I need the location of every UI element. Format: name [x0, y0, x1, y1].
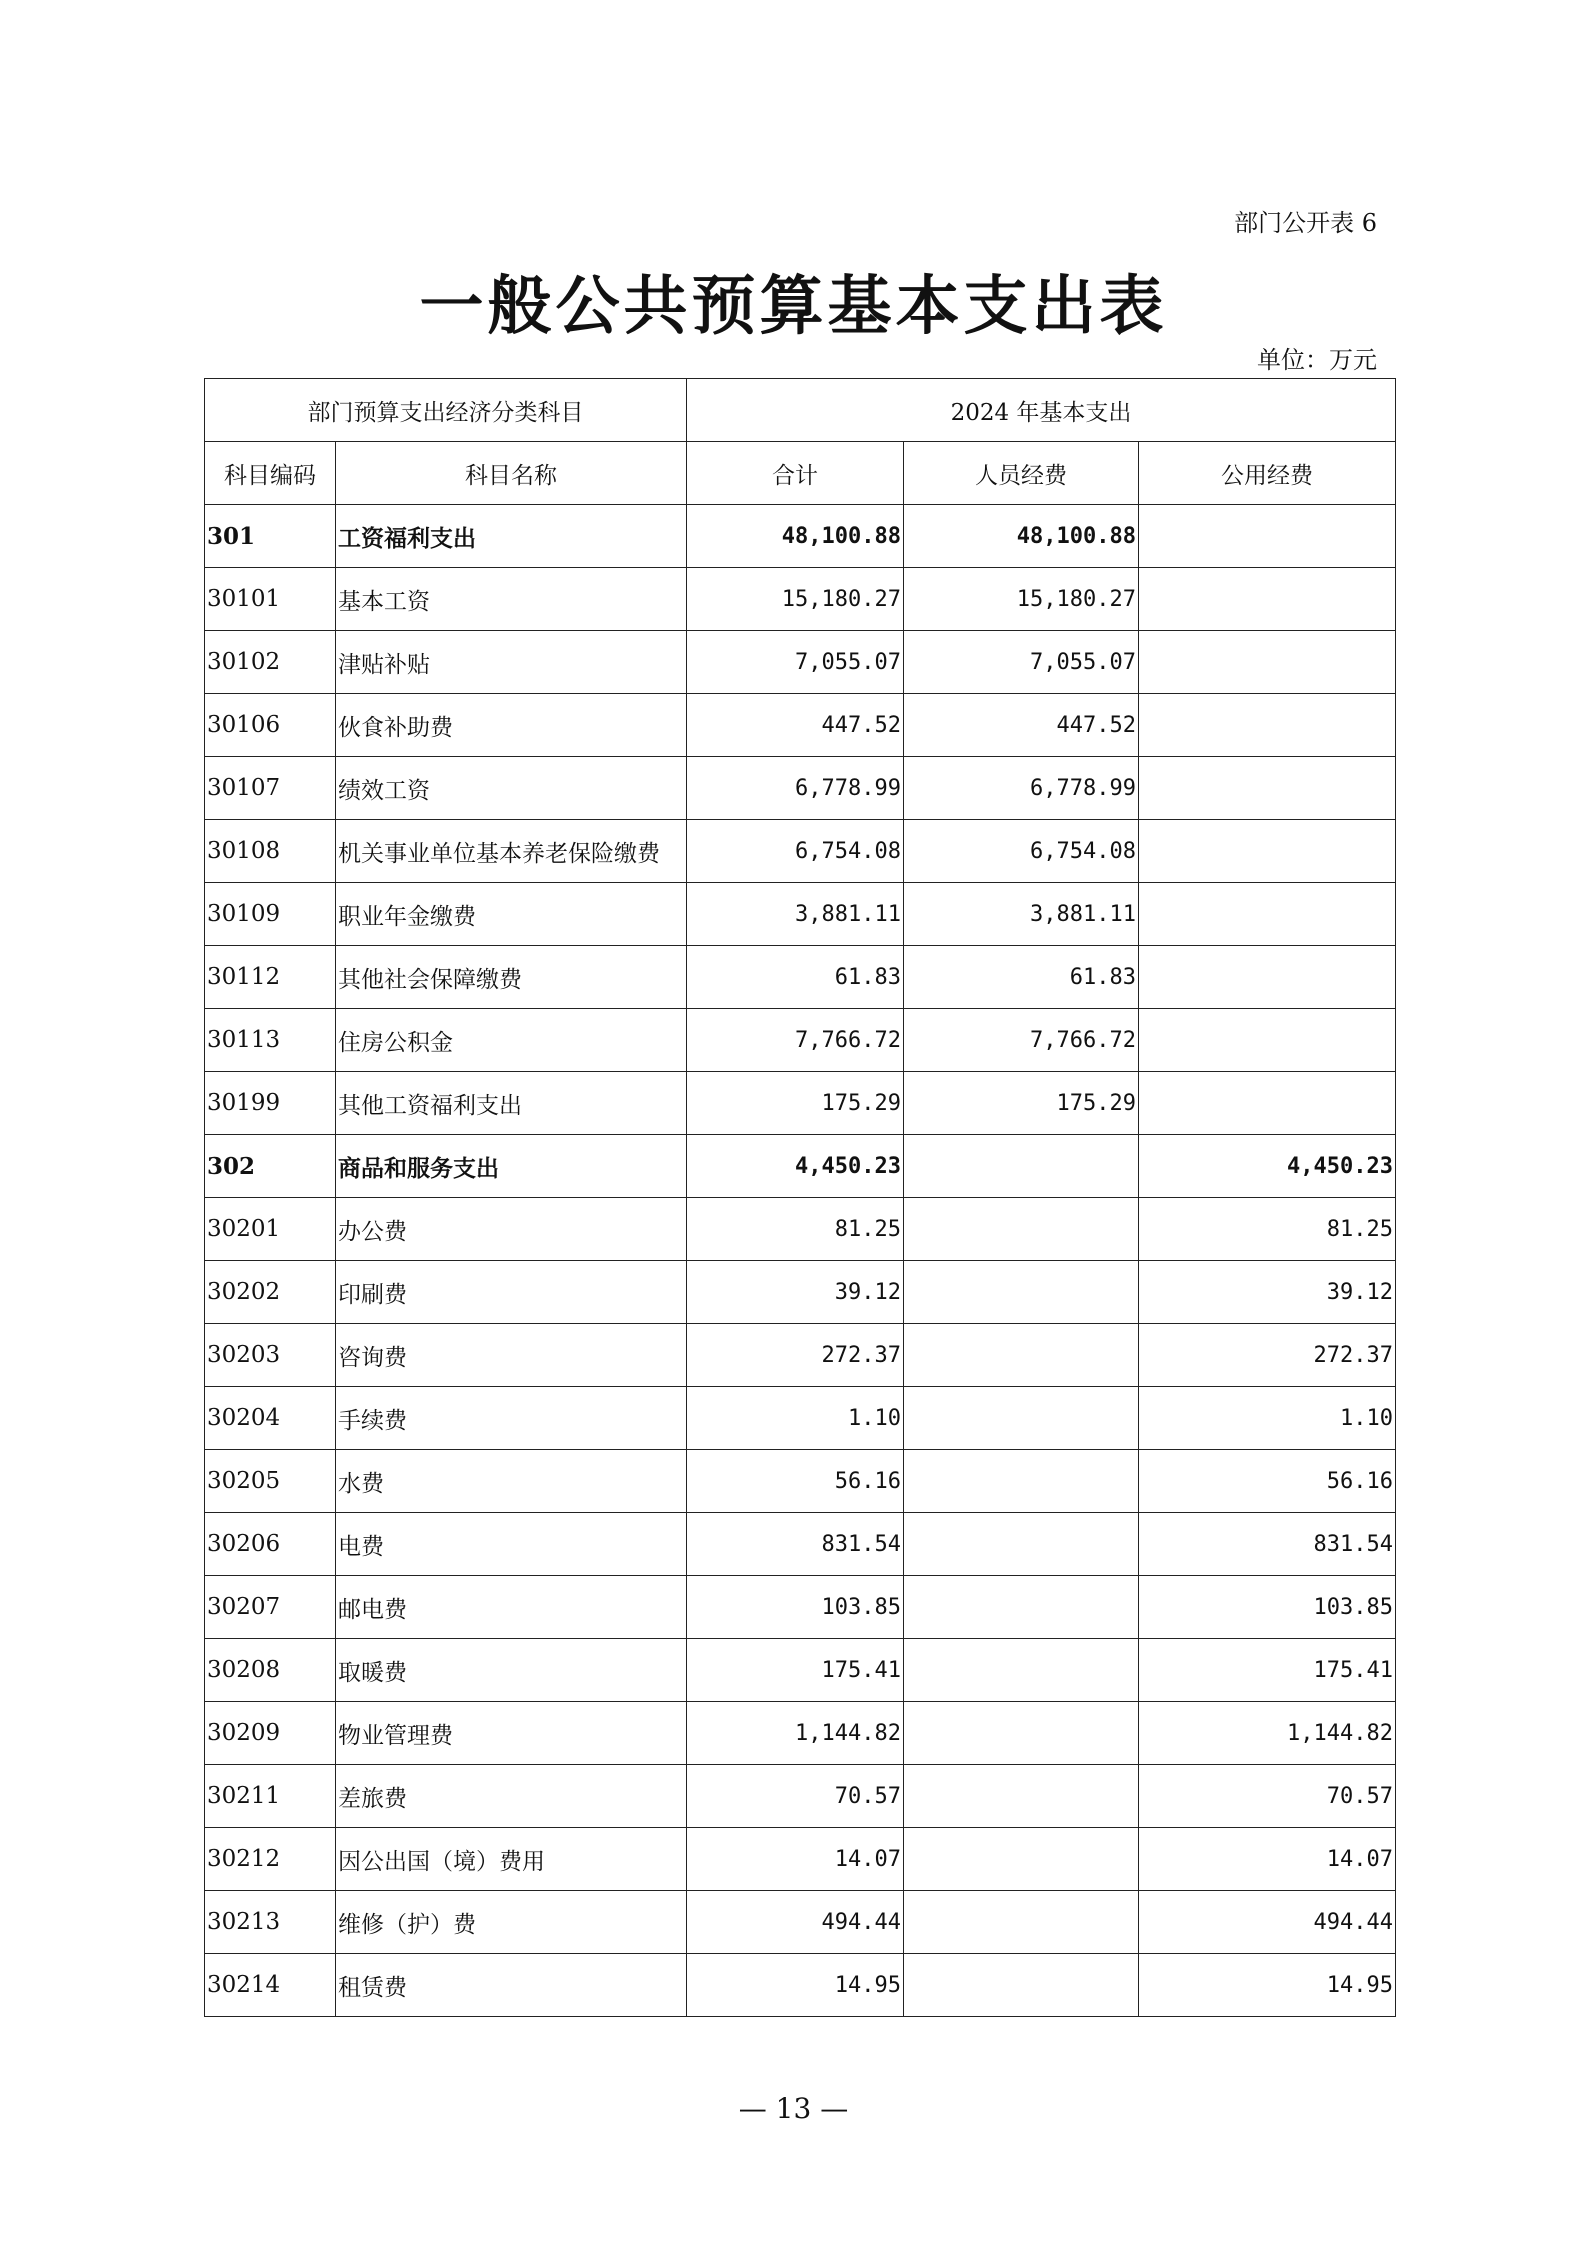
group-header-row [205, 379, 1396, 442]
cell-personnel: 6,754.08 [904, 820, 1139, 883]
cell-code: 30203 [205, 1324, 336, 1387]
cell-code: 30208 [205, 1639, 336, 1702]
cell-public: 494.44 [1139, 1891, 1396, 1954]
cell-personnel [904, 1387, 1139, 1450]
cell-name: 办公费 [336, 1198, 687, 1261]
cell-public: 14.95 [1139, 1954, 1396, 2017]
cell-code: 30214 [205, 1954, 336, 2017]
cell-personnel: 6,778.99 [904, 757, 1139, 820]
cell-total: 48,100.88 [687, 505, 904, 568]
cell-code: 30112 [205, 946, 336, 1009]
table-row [205, 1198, 1396, 1261]
cell-name: 差旅费 [336, 1765, 687, 1828]
cell-name: 商品和服务支出 [336, 1135, 687, 1198]
cell-code: 30106 [205, 694, 336, 757]
cell-total: 175.29 [687, 1072, 904, 1135]
table-row [205, 1324, 1396, 1387]
cell-code: 302 [205, 1135, 336, 1198]
cell-public: 14.07 [1139, 1828, 1396, 1891]
cell-public: 103.85 [1139, 1576, 1396, 1639]
table-row [205, 1135, 1396, 1198]
page-number: — 13 — [738, 2092, 849, 2125]
cell-name: 基本工资 [336, 568, 687, 631]
cell-name: 绩效工资 [336, 757, 687, 820]
budget-table [204, 378, 1396, 2017]
column-header-code: 科目编码 [205, 442, 336, 505]
cell-name: 工资福利支出 [336, 505, 687, 568]
cell-personnel [904, 1891, 1139, 1954]
cell-total: 1.10 [687, 1387, 904, 1450]
cell-name: 住房公积金 [336, 1009, 687, 1072]
table-row [205, 946, 1396, 1009]
cell-code: 30102 [205, 631, 336, 694]
cell-public: 1,144.82 [1139, 1702, 1396, 1765]
cell-personnel [904, 1135, 1139, 1198]
table-row [205, 1765, 1396, 1828]
cell-personnel: 61.83 [904, 946, 1139, 1009]
cell-code: 30109 [205, 883, 336, 946]
table-row [205, 1576, 1396, 1639]
cell-total: 175.41 [687, 1639, 904, 1702]
column-header-name: 科目名称 [336, 442, 687, 505]
cell-public: 56.16 [1139, 1450, 1396, 1513]
cell-public: 1.10 [1139, 1387, 1396, 1450]
cell-code: 30107 [205, 757, 336, 820]
column-header-total: 合计 [687, 442, 904, 505]
column-header-public: 公用经费 [1139, 442, 1396, 505]
cell-name: 其他社会保障缴费 [336, 946, 687, 1009]
column-header-personnel: 人员经费 [904, 442, 1139, 505]
cell-total: 6,754.08 [687, 820, 904, 883]
cell-code: 30212 [205, 1828, 336, 1891]
cell-public: 4,450.23 [1139, 1135, 1396, 1198]
cell-code: 30206 [205, 1513, 336, 1576]
cell-personnel [904, 1639, 1139, 1702]
cell-personnel [904, 1765, 1139, 1828]
cell-code: 30202 [205, 1261, 336, 1324]
table-row [205, 1891, 1396, 1954]
cell-public [1139, 505, 1396, 568]
cell-name: 咨询费 [336, 1324, 687, 1387]
cell-public: 39.12 [1139, 1261, 1396, 1324]
cell-name: 职业年金缴费 [336, 883, 687, 946]
cell-total: 1,144.82 [687, 1702, 904, 1765]
cell-code: 301 [205, 505, 336, 568]
cell-public [1139, 883, 1396, 946]
cell-total: 81.25 [687, 1198, 904, 1261]
cell-personnel [904, 1261, 1139, 1324]
cell-personnel: 3,881.11 [904, 883, 1139, 946]
cell-personnel [904, 1450, 1139, 1513]
cell-total: 272.37 [687, 1324, 904, 1387]
cell-total: 103.85 [687, 1576, 904, 1639]
cell-code: 30113 [205, 1009, 336, 1072]
table-row [205, 1639, 1396, 1702]
cell-total: 3,881.11 [687, 883, 904, 946]
table-row [205, 1387, 1396, 1450]
cell-personnel: 175.29 [904, 1072, 1139, 1135]
table-row [205, 1954, 1396, 2017]
cell-public [1139, 757, 1396, 820]
cell-public: 81.25 [1139, 1198, 1396, 1261]
table-row [205, 883, 1396, 946]
cell-public [1139, 946, 1396, 1009]
cell-personnel: 447.52 [904, 694, 1139, 757]
table-row [205, 631, 1396, 694]
cell-personnel [904, 1828, 1139, 1891]
cell-total: 7,766.72 [687, 1009, 904, 1072]
cell-total: 494.44 [687, 1891, 904, 1954]
cell-public [1139, 631, 1396, 694]
cell-public: 272.37 [1139, 1324, 1396, 1387]
cell-public [1139, 1009, 1396, 1072]
cell-name: 津贴补贴 [336, 631, 687, 694]
cell-personnel: 7,766.72 [904, 1009, 1139, 1072]
cell-public [1139, 568, 1396, 631]
cell-public [1139, 1072, 1396, 1135]
unit-label: 单位：万元 [1257, 346, 1377, 374]
cell-personnel [904, 1702, 1139, 1765]
cell-total: 831.54 [687, 1513, 904, 1576]
cell-code: 30211 [205, 1765, 336, 1828]
table-row [205, 1261, 1396, 1324]
cell-personnel [904, 1576, 1139, 1639]
table-row [205, 1513, 1396, 1576]
group-header-year: 2024 年基本支出 [687, 379, 1396, 442]
cell-code: 30108 [205, 820, 336, 883]
cell-total: 6,778.99 [687, 757, 904, 820]
table-row [205, 1450, 1396, 1513]
cell-public: 175.41 [1139, 1639, 1396, 1702]
table-row [205, 568, 1396, 631]
cell-total: 447.52 [687, 694, 904, 757]
cell-code: 30209 [205, 1702, 336, 1765]
cell-code: 30204 [205, 1387, 336, 1450]
cell-public [1139, 820, 1396, 883]
cell-code: 30213 [205, 1891, 336, 1954]
table-row [205, 1072, 1396, 1135]
cell-name: 水费 [336, 1450, 687, 1513]
table-row [205, 1828, 1396, 1891]
cell-total: 15,180.27 [687, 568, 904, 631]
cell-total: 39.12 [687, 1261, 904, 1324]
table-row [205, 820, 1396, 883]
cell-total: 7,055.07 [687, 631, 904, 694]
cell-personnel [904, 1324, 1139, 1387]
cell-total: 56.16 [687, 1450, 904, 1513]
cell-name: 伙食补助费 [336, 694, 687, 757]
cell-total: 14.07 [687, 1828, 904, 1891]
cell-name: 取暖费 [336, 1639, 687, 1702]
cell-public [1139, 694, 1396, 757]
cell-public: 70.57 [1139, 1765, 1396, 1828]
cell-personnel [904, 1954, 1139, 2017]
table-row [205, 694, 1396, 757]
cell-total: 14.95 [687, 1954, 904, 2017]
cell-personnel: 15,180.27 [904, 568, 1139, 631]
cell-code: 30201 [205, 1198, 336, 1261]
cell-public: 831.54 [1139, 1513, 1396, 1576]
table-row [205, 1702, 1396, 1765]
table-label: 部门公开表 6 [1234, 209, 1377, 237]
cell-personnel: 7,055.07 [904, 631, 1139, 694]
cell-name: 租赁费 [336, 1954, 687, 2017]
cell-personnel [904, 1513, 1139, 1576]
cell-name: 邮电费 [336, 1576, 687, 1639]
cell-name: 因公出国（境）费用 [336, 1828, 687, 1891]
cell-name: 物业管理费 [336, 1702, 687, 1765]
page-title: 一般公共预算基本支出表 [419, 269, 1168, 344]
cell-total: 70.57 [687, 1765, 904, 1828]
cell-total: 4,450.23 [687, 1135, 904, 1198]
table-row [205, 505, 1396, 568]
table-row [205, 757, 1396, 820]
cell-name: 手续费 [336, 1387, 687, 1450]
cell-code: 30101 [205, 568, 336, 631]
column-header-row [205, 442, 1396, 505]
group-header-category: 部门预算支出经济分类科目 [205, 379, 687, 442]
cell-personnel: 48,100.88 [904, 505, 1139, 568]
cell-total: 61.83 [687, 946, 904, 1009]
cell-code: 30199 [205, 1072, 336, 1135]
cell-code: 30205 [205, 1450, 336, 1513]
cell-name: 机关事业单位基本养老保险缴费 [336, 820, 687, 883]
table-body [205, 505, 1396, 2017]
table-row [205, 1009, 1396, 1072]
cell-name: 印刷费 [336, 1261, 687, 1324]
cell-name: 其他工资福利支出 [336, 1072, 687, 1135]
cell-name: 电费 [336, 1513, 687, 1576]
cell-code: 30207 [205, 1576, 336, 1639]
cell-personnel [904, 1198, 1139, 1261]
cell-name: 维修（护）费 [336, 1891, 687, 1954]
